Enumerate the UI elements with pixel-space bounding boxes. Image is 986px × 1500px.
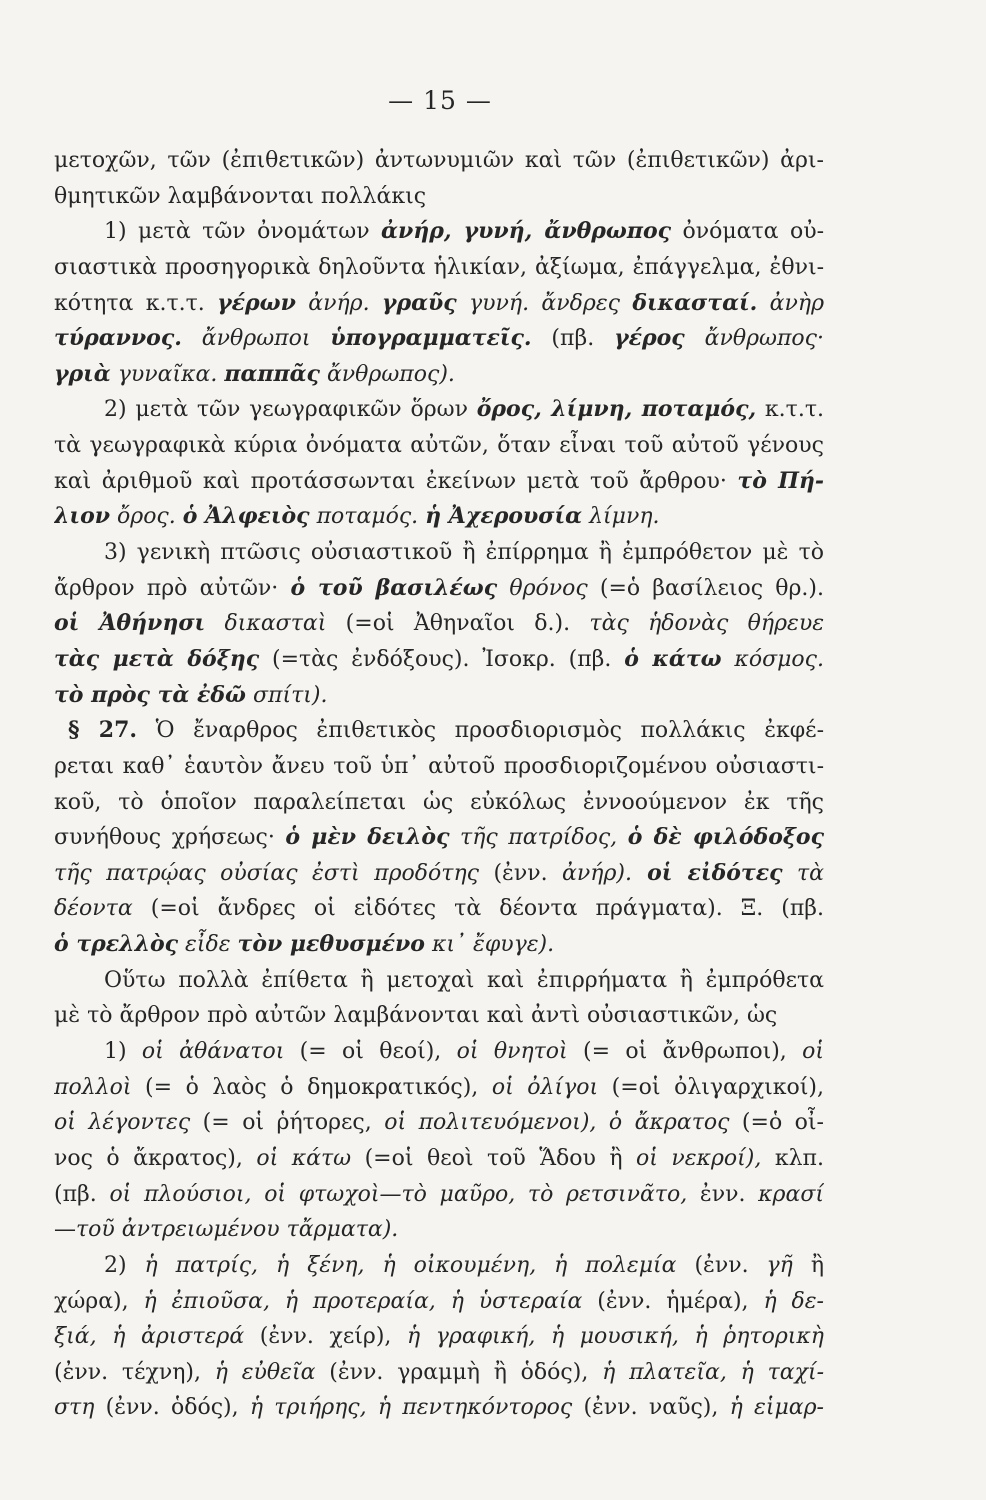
emphasis-run: γραῦς [381,289,457,316]
emphasis-run: τοῦ ἀντρειωμένου τἄρματα). [76,1217,399,1243]
text-run: κότητα κ.τ.τ. [54,290,218,316]
emphasis-run: ἀνὴρ [757,290,824,316]
text-run: μὲ τὸ ἄρθρον πρὸ αὐτῶν λαμβάνονται καὶ ἀντὶ οὐσιαστικῶν, ὡς [54,1003,778,1029]
text-run: (ἐνν. γραμμὴ ἢ ὁδός), [315,1359,603,1385]
text-run: (=οἱ Ἀθηναῖοι δ.). [326,611,590,637]
emphasis-run: τὸ Πή- [737,467,824,494]
emphasis-run: οἱ ὀλίγοι [491,1074,599,1100]
emphasis-run: γέρων [217,289,296,316]
emphasis-run: ἡ Ἀχερουσία [425,503,583,530]
emphasis-run: ἄνθρωπος· [684,326,824,352]
emphasis-run: ἀνήρ. [295,290,382,316]
text-run: (= οἱ ῥήτορες, [190,1110,385,1136]
text-run: 2) μετὰ τῶν γεωγραφικῶν ὅρων [104,397,477,423]
emphasis-run: ἡ πλατεῖα, ἡ ταχί- [602,1359,824,1385]
page-number: — 15 — [388,86,492,115]
text-run: (=ὁ βασίλειος θρ.). [587,575,824,601]
emphasis-run: τῆς πατρίδος, [449,825,628,851]
emphasis-run: γυνή. ἄνδρες [456,290,633,316]
emphasis-run: ὁ τρελλὸς [54,931,179,958]
text-run: (=ὁ οἶ- [729,1110,824,1136]
emphasis-run: τὰ [782,860,824,886]
emphasis-run: ὄρος, λίμνη, ποταμός, [476,396,757,423]
emphasis-run: τῆς πατρῴας οὐσίας ἐστὶ προδότης [54,860,479,886]
emphasis-run: ἡ δε- [763,1288,824,1314]
text-run: χώρα), [54,1288,144,1314]
text-run: ἢ [792,1252,824,1278]
emphasis-run: ὁ Ἀλφειὸς [182,503,310,530]
emphasis-run: ἡ ἐπιοῦσα, ἡ προτεραία, ἡ ὑστεραία [143,1288,583,1314]
text-run: καὶ ἀριθμοῦ καὶ προτάσσωνται ἐκείνων μετὰ τοῦ ἄρθρου· [54,468,738,494]
text-run: 2) [104,1252,145,1278]
emphasis-run: κρασί [758,1181,824,1207]
text-run: (= οἱ θεοί), [284,1039,457,1065]
section-mark: § 27. [68,717,138,744]
text-line [54,1070,824,1106]
emphasis-run: οἱ Ἀθήνησι [54,610,206,637]
emphasis-run: γριὰ [54,360,111,387]
emphasis-run: πολλοὶ [54,1074,132,1100]
emphasis-run: ἡ γραφική, ἡ μουσική, ἡ ῥητορικὴ [407,1324,824,1350]
text-run: (ἐνν. ναῦς), [572,1395,730,1421]
emphasis-run: σπίτι). [245,682,328,708]
emphasis-run: ἡ πατρίς, ἡ ξένη, ἡ οἰκουμένη, ἡ πολεμία [144,1252,677,1278]
emphasis-run: παππᾶς [224,360,320,387]
text-run: (πβ. [54,1181,110,1207]
emphasis-run: οἱ πολιτευόμενοι), ὁ ἄκρατος [384,1110,730,1136]
emphasis-run: δικασταὶ [205,611,327,637]
emphasis-run: ὄρος. [110,504,183,530]
text-run: 1) [104,1039,142,1065]
text-run: (= ὁ λαὸς ὁ δημοκρατικός), [131,1074,492,1100]
text-run: νος ὁ ἄκρατος), [54,1145,257,1171]
text-run: (ἐνν. χείρ), [244,1324,407,1350]
text-run: (=τὰς ἐνδόξους). Ἰσοκρ. (πβ. [259,646,625,672]
emphasis-run: γυναῖκα. [110,361,225,387]
text-line [54,963,824,999]
emphasis-run: ἄνθρωπος). [319,361,455,387]
text-line [54,678,824,714]
text-line [54,1105,824,1141]
emphasis-run: εἶδε [178,932,238,958]
text-run: 1) μετὰ τῶν ὀνομάτων [104,219,382,245]
emphasis-run: τὸ πρὸς τὰ ἐδῶ [54,681,246,708]
emphasis-run: οἱ [802,1039,824,1065]
emphasis-run: οἱ ἀθάνατοι [141,1039,285,1065]
text-line [54,642,824,678]
text-run: σιαστικὰ προσηγορικὰ δηλοῦντα ἡλικίαν, ἀξίωμα, ἐπάγγελμα, ἐθνι- [54,254,824,280]
text-line [54,998,824,1034]
text-line [54,1034,824,1070]
text-line [54,891,824,927]
emphasis-run: οἱ νεκροί), [636,1145,762,1171]
text-line [54,499,824,535]
emphasis-run: τὸν μεθυσμένο [237,931,425,958]
text-line [54,713,824,749]
emphasis-run: ὁ τοῦ βασιλέως [290,574,498,601]
emphasis-run: ἀνήρ, γυνή, ἄνθρωπος [381,218,672,245]
emphasis-run: ξιά, ἡ ἀριστερά [54,1324,245,1350]
text-line [54,357,824,393]
text-line [54,749,824,785]
text-run: (= οἱ ἄνθρωποι), [567,1039,803,1065]
text-line [54,1319,824,1355]
emphasis-run: οἱ πλούσιοι, οἱ φτωχοὶ—τὸ μαῦρο, τὸ ρετσινᾶτο, [109,1181,688,1207]
text-run: μετοχῶν, τῶν (ἐπιθετικῶν) ἀντωνυμιῶν καὶ τῶν (ἐπιθετικῶν) ἀρι- [54,148,824,173]
text-line [54,428,824,464]
text-line [54,1355,824,1391]
text-line [54,286,824,322]
emphasis-run: τύραννος. [54,325,182,352]
text-run: Ὁ ἔναρθρος ἐπιθετικὸς προσδιορισμὸς πολλάκις ἐκφέ- [137,718,824,744]
emphasis-run: ὁ δὲ φιλόδοξος [627,824,824,851]
text-line [54,1177,824,1213]
emphasis-run: λίμνη. [582,504,660,530]
text-run: (ἐνν. [478,860,563,886]
text-line [54,1284,824,1320]
emphasis-run: ἡ εἱμαρ- [729,1395,824,1421]
emphasis-run: δέοντα [54,896,133,922]
text-run: 3) γενικὴ πτῶσις οὐσιαστικοῦ ἢ ἐπίρρημα ἢ ἐμπρόθετον μὲ τὸ [104,540,824,566]
emphasis-run: ἡ τριήρης, ἡ πεντηκόντορος [249,1395,573,1421]
emphasis-run: ἡ εὐθεῖα [214,1359,316,1385]
emphasis-run: θρόνος [497,575,588,601]
text-run: ἄρθρον πρὸ αὐτῶν· [54,575,291,601]
emphasis-run: ὑπογραμματεῖς. [330,325,532,352]
text-run: (ἐνν. ὁδός), [94,1395,250,1421]
emphasis-run: οἱ κάτω [256,1145,352,1171]
emphasis-run: λιον [54,503,111,530]
text-run: κοῦ, τὸ ὁποῖον παραλείπεται ὡς εὐκόλως ἐννοούμενον ἐκ τῆς [54,789,824,815]
text-run: κλπ. [761,1145,824,1171]
emphasis-run: γῆ [766,1252,793,1278]
text-line [54,464,824,500]
text-line [54,785,824,821]
text-run: (πβ. [531,326,615,352]
text-line [54,535,824,571]
emphasis-run: γέρος [614,325,685,352]
text-run: (ἐνν. ἡμέρα), [582,1288,764,1314]
text-line [54,214,824,250]
text-line [54,1141,824,1177]
text-run: (=οἱ ὀλιγαρχικοί), [598,1074,824,1100]
emphasis-run: τὰς μετὰ δόξης [54,645,260,672]
emphasis-run: κόσμος. [721,646,824,672]
emphasis-run: ποταμός. [309,504,426,530]
text-line [54,179,824,215]
emphasis-run: δικασταί. [632,289,758,316]
text-line [54,820,824,856]
text-run: κ.τ.τ. [756,397,824,423]
text-run: (=οἱ θεοὶ τοῦ Ἅδου ἢ [351,1145,637,1171]
text-line [54,392,824,428]
emphasis-run: τὰς ἡδονὰς θήρευε [589,611,824,637]
emphasis-run: οἱ εἰδότες [631,859,783,886]
text-line [54,1248,824,1284]
text-line [54,606,824,642]
emphasis-run: κι᾿ ἔφυγε). [424,932,555,958]
text-run: τὰ γεωγραφικὰ κύρια ὀνόματα αὐτῶν, ὅταν εἶναι τοῦ αὐτοῦ γένους [54,433,824,459]
text-line [54,1212,824,1248]
text-run: (ἐνν. [676,1252,767,1278]
text-run: ἐνν. [687,1181,759,1207]
emphasis-run: ὁ κάτω [624,645,722,672]
text-line [54,250,824,286]
text-run: ὀνόματα οὐ- [671,219,824,245]
emphasis-run: στη [54,1395,95,1421]
text-run: Οὕτω πολλὰ ἐπίθετα ἢ μετοχαὶ καὶ ἐπιρρήματα ἢ ἐμπρόθετα [104,967,824,993]
text-run: θμητικῶν λαμβάνονται πολλάκις [54,183,427,209]
text-run: (ἐνν. τέχνη), [54,1359,215,1385]
emphasis-run: ἀνήρ). [562,860,632,886]
text-line [54,856,824,892]
text-line [54,927,824,963]
body-text [54,143,824,1426]
text-line [54,143,824,179]
text-line [54,1390,824,1426]
text-line [54,571,824,607]
text-run: (=οἱ ἄνδρες οἱ εἰδότες τὰ δέοντα πράγματα). Ξ. (πβ. [132,896,824,922]
emphasis-run: ἄνθρωποι [181,326,331,352]
text-line [54,321,824,357]
text-run: ρεται καθ᾿ ἑαυτὸν ἄνευ τοῦ ὑπ᾿ αὐτοῦ προσδιοριζομένου οὐσιαστι- [54,753,824,779]
emphasis-run: ὁ μὲν δειλὸς [285,824,450,851]
text-run: — [54,1217,76,1243]
emphasis-run: οἱ λέγοντες [54,1110,191,1136]
text-run: συνήθους χρήσεως· [54,825,286,851]
emphasis-run: οἱ θνητοὶ [456,1039,568,1065]
